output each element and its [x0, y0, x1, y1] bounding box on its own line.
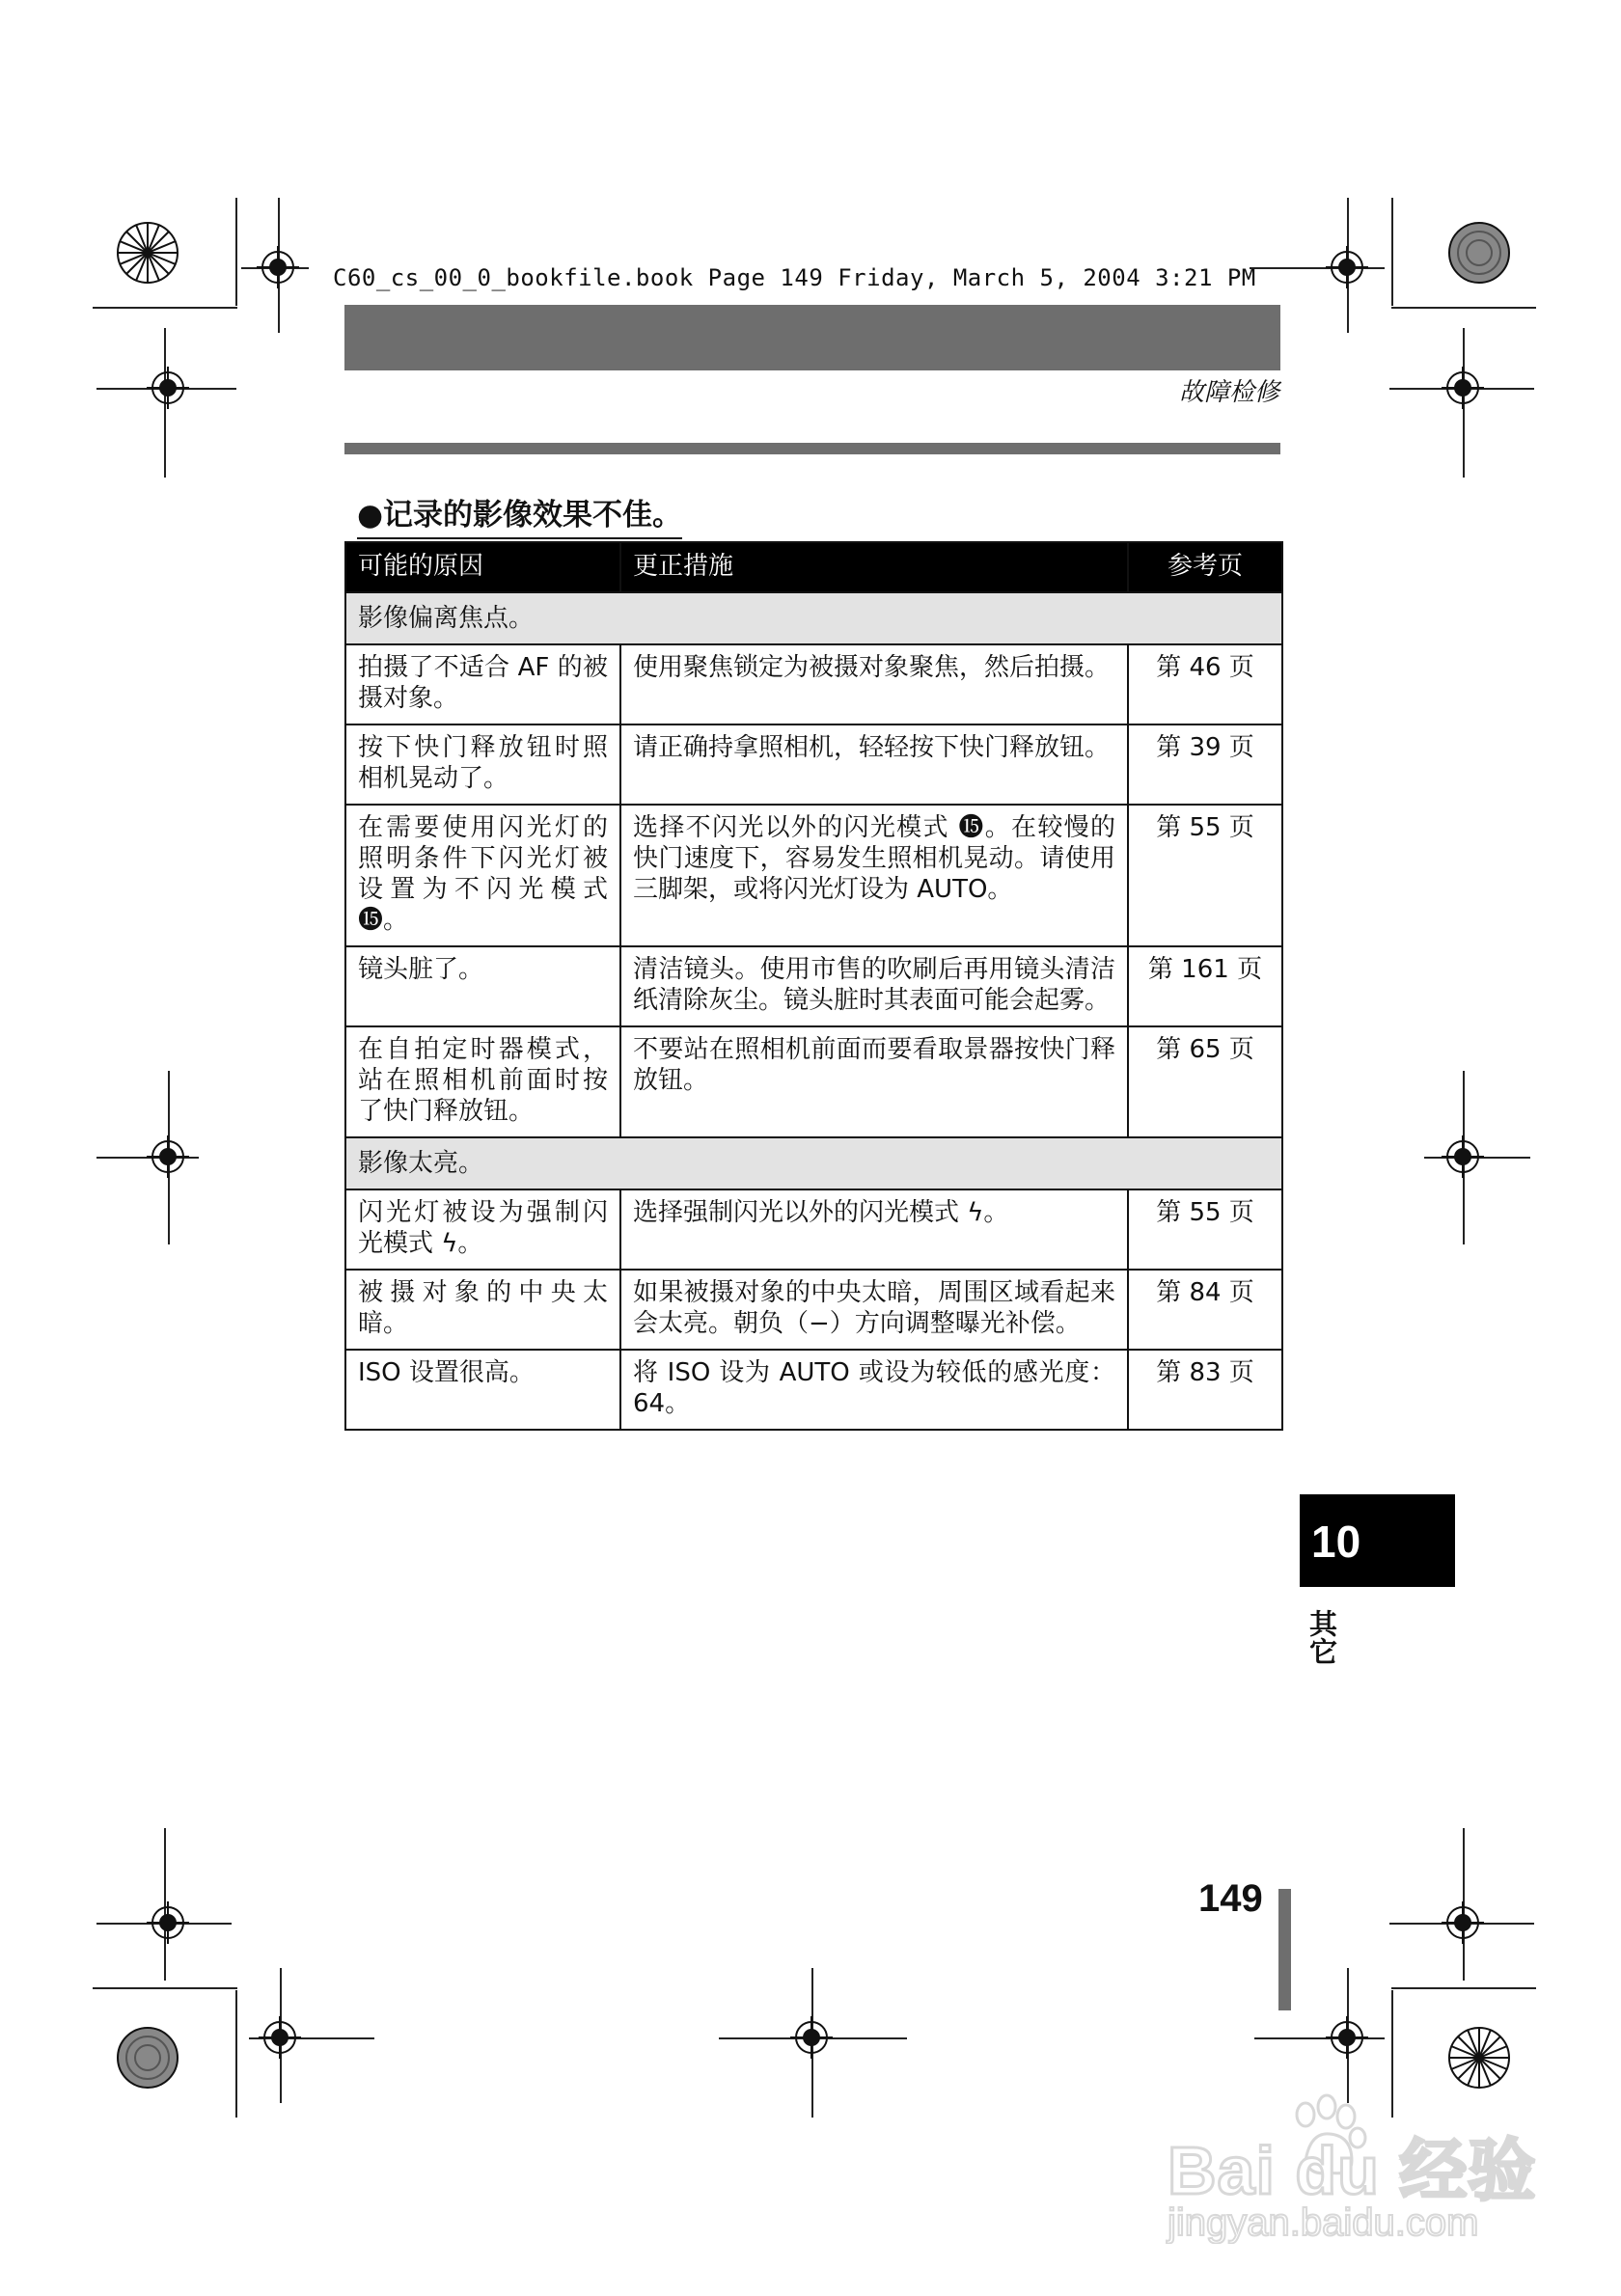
- registration-mark-icon: [147, 1135, 189, 1178]
- cause-cell: 闪光灯被设为强制闪光模式 ϟ。: [345, 1189, 620, 1270]
- file-header: C60_cs_00_0_bookfile.book Page 149 Friday, March 5, 2004 3:21 PM: [333, 264, 1256, 291]
- chapter-tab: [1300, 1494, 1455, 1587]
- table-row: [345, 1270, 1282, 1350]
- table-section-row: [345, 1137, 1282, 1189]
- table-row: [345, 724, 1282, 805]
- registration-mark-icon: [1326, 246, 1368, 288]
- column-header-cause: 可能的原因: [345, 542, 620, 592]
- section-title: 影像偏离焦点。: [345, 592, 1282, 644]
- reference-cell: 第 84 页: [1128, 1270, 1282, 1350]
- fix-cell: 将 ISO 设为 AUTO 或设为较低的感光度：64。: [620, 1350, 1128, 1430]
- sunburst-mark-icon: [116, 221, 179, 285]
- table-row: [345, 805, 1282, 946]
- fix-cell: 选择不闪光以外的闪光模式 ⓯。在较慢的快门速度下，容易发生照相机晃动。请使用三脚架，或将闪光灯设为 AUTO。: [620, 805, 1128, 946]
- sunburst-mark-icon: [1447, 221, 1511, 285]
- reference-cell: 第 55 页: [1128, 805, 1282, 946]
- cause-cell: 在自拍定时器模式，站在照相机前面时按了快门释放钮。: [345, 1026, 620, 1137]
- reference-cell: 第 65 页: [1128, 1026, 1282, 1137]
- cause-cell: 被摄对象的中央太暗。: [345, 1270, 620, 1350]
- reference-cell: 第 83 页: [1128, 1350, 1282, 1430]
- table-section-row: [345, 592, 1282, 644]
- cause-cell: 镜头脏了。: [345, 946, 620, 1026]
- column-header-reference: 参考页: [1128, 542, 1282, 592]
- table-row: [345, 1026, 1282, 1137]
- table-row: [345, 1189, 1282, 1270]
- registration-mark-icon: [259, 2016, 301, 2059]
- table-header-row: [345, 542, 1282, 592]
- table-row: [345, 946, 1282, 1026]
- fix-cell: 请正确持拿照相机，轻轻按下快门释放钮。: [620, 724, 1128, 805]
- sunburst-mark-icon: [116, 2026, 179, 2090]
- fix-cell: 选择强制闪光以外的闪光模式 ϟ。: [620, 1189, 1128, 1270]
- watermark-url: jingyan.baidu.com: [1168, 2201, 1479, 2244]
- registration-mark-icon: [257, 246, 299, 288]
- fix-cell: 不要站在照相机前面而要看取景器按快门释放钮。: [620, 1026, 1128, 1137]
- section-title: 影像太亮。: [345, 1137, 1282, 1189]
- troubleshooting-table: [344, 541, 1283, 1431]
- fix-cell: 使用聚焦锁定为被摄对象聚焦，然后拍摄。: [620, 644, 1128, 724]
- fix-cell: 清洁镜头。使用市售的吹刷后再用镜头清洁纸清除灰尘。镜头脏时其表面可能会起雾。: [620, 946, 1128, 1026]
- watermark-main: Bai du 经验: [1168, 2133, 1537, 2208]
- registration-mark-icon: [1326, 2016, 1368, 2059]
- chapter-label: 其它: [1305, 1609, 1338, 1665]
- cause-cell: 拍摄了不适合 AF 的被摄对象。: [345, 644, 620, 724]
- registration-mark-icon: [1442, 1901, 1484, 1944]
- section-header: 故障检修: [1178, 378, 1279, 407]
- page-number-bar: [1278, 1889, 1291, 2010]
- registration-mark-icon: [1442, 367, 1484, 409]
- registration-mark-icon: [147, 1901, 189, 1944]
- chapter-number: 10: [1311, 1517, 1361, 1567]
- registration-mark-icon: [1442, 1135, 1484, 1178]
- baidu-watermark: [1153, 2093, 1558, 2248]
- page-heading: ●记录的影像效果不佳。: [357, 490, 682, 539]
- registration-mark-icon: [147, 367, 189, 409]
- registration-mark-icon: [790, 2016, 833, 2059]
- fix-cell: 如果被摄对象的中央太暗，周围区域看起来会太亮。朝负（−）方向调整曝光补偿。: [620, 1270, 1128, 1350]
- column-header-fix: 更正措施: [620, 542, 1128, 592]
- sunburst-mark-icon: [1447, 2026, 1511, 2090]
- reference-cell: 第 55 页: [1128, 1189, 1282, 1270]
- table-row: [345, 644, 1282, 724]
- reference-cell: 第 161 页: [1128, 946, 1282, 1026]
- header-rule: [344, 443, 1280, 454]
- table-row: [345, 1350, 1282, 1430]
- reference-cell: 第 39 页: [1128, 724, 1282, 805]
- cause-cell: 在需要使用闪光灯的照明条件下闪光灯被设置为不闪光模式 ⓯。: [345, 805, 620, 946]
- header-band: [344, 305, 1280, 370]
- cause-cell: 按下快门释放钮时照相机晃动了。: [345, 724, 620, 805]
- page-number: 149: [1198, 1877, 1263, 1920]
- reference-cell: 第 46 页: [1128, 644, 1282, 724]
- cause-cell: ISO 设置很高。: [345, 1350, 620, 1430]
